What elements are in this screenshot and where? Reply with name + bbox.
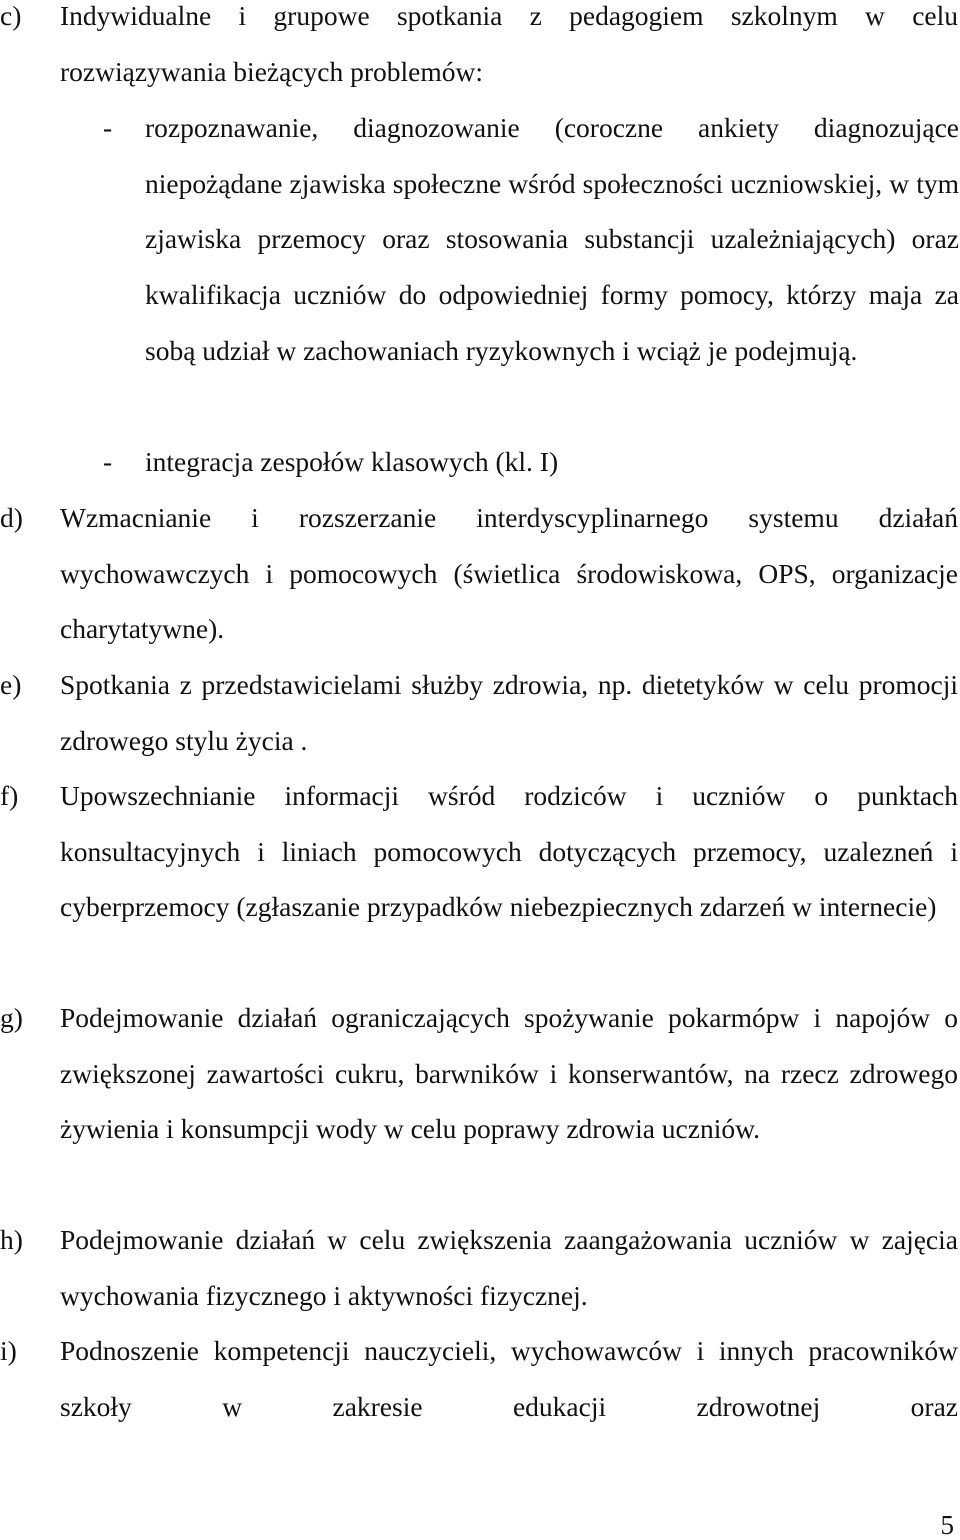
list-item-c [0, 0, 960, 99]
list-item-i [0, 1323, 960, 1434]
list-text: Podnoszenie kompetencji nauczycieli, wychowawców i innych pracowników szkoły w zakresie edukacji zdrowotnej oraz [60, 1335, 958, 1422]
list-label: e) [0, 669, 22, 700]
list-label: g) [0, 1002, 23, 1033]
list-item-e [0, 657, 960, 768]
list-text: Indywidualne i grupowe spotkania z pedagogiem szkolnym w celu rozwiązywania bieżących problemów: [60, 0, 958, 87]
dash-bullet: - [103, 446, 113, 477]
list-label: f) [0, 780, 19, 811]
list-text: Spotkania z przedstawicielami służby zdrowia, np. dietetyków w celu promocji zdrowego stylu życia . [60, 669, 958, 756]
list-item-h [0, 1212, 960, 1323]
list-label: h) [0, 1224, 23, 1255]
sub-item-text: rozpoznawanie, diagnozowanie (coroczne ankiety diagnozujące niepożądane zjawiska społeczne wśród społeczności uczniowskiej, w tym zjawiska przemocy oraz stosowania substancji uzależniających) oraz kwalifikacja uczniów do odpowiedniej formy pomocy, którzy maja za sobą udział w zachowaniach ryzykownych i wciąż je podejmują. [145, 112, 959, 366]
list-label: d) [0, 502, 23, 533]
list-item-f [0, 768, 960, 935]
sub-item-text: integracja zespołów klasowych (kl. I) [145, 446, 559, 477]
sub-item-integration [0, 434, 960, 490]
list-text: Upowszechnianie informacji wśród rodziców i uczniów o punktach konsultacyjnych i liniach pomocowych dotyczących przemocy, uzalezneń i cyberprzemocy (zgłaszanie przypadków niebezpiecznych zdarzeń w internecie) [60, 780, 958, 923]
list-text: Wzmacnianie i rozszerzanie interdyscyplinarnego systemu działań wychowawczych i pomocowych (świetlica środowiskowa, OPS, organizacje charytatywne). [60, 502, 958, 645]
list-label: i) [0, 1335, 17, 1366]
page-number: 5 [940, 1510, 954, 1540]
dash-bullet: - [103, 112, 113, 143]
list-text: Podejmowanie działań ograniczających spożywanie pokarmópw i napojów o zwiększonej zawartości cukru, barwników i konserwantów, na rzecz zdrowego żywienia i konsumpcji wody w celu poprawy zdrowia uczniów. [60, 1002, 958, 1145]
list-item-d [0, 490, 960, 657]
list-text: Podejmowanie działań w celu zwiększenia zaangażowania uczniów w zajęcia wychowania fizycznego i aktywności fizycznej. [60, 1224, 958, 1311]
sub-item-diagnosis [0, 100, 960, 379]
list-item-g [0, 990, 960, 1157]
list-label: c) [0, 0, 22, 31]
